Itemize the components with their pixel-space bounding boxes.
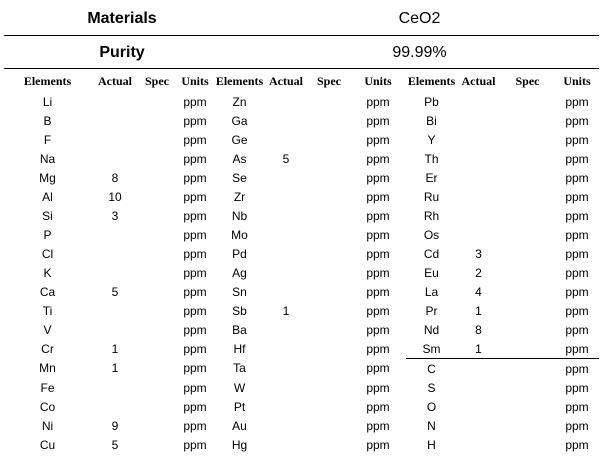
units-cell: ppm (366, 246, 390, 261)
element-cell: Th (424, 151, 439, 166)
units-cell: ppm (183, 380, 207, 395)
analysis-sheet (4, 0, 599, 468)
element-cell: Cl (41, 246, 54, 261)
spec-cell (308, 130, 350, 149)
element-cell: K (43, 265, 52, 280)
actual-cell (264, 244, 308, 263)
spec-cell (139, 359, 175, 379)
units-cell: ppm (565, 265, 589, 280)
spec-cell (500, 282, 555, 301)
actual-cell (91, 92, 139, 111)
actual-cell (264, 263, 308, 282)
units-cell: ppm (183, 437, 207, 452)
element-cell: Si (42, 208, 53, 223)
element-cell: Cd (423, 246, 440, 261)
table-row (4, 320, 599, 339)
element-cell: Y (427, 132, 436, 147)
table-row (4, 397, 599, 416)
units-cell: ppm (183, 132, 207, 147)
element-cell: Hf (233, 341, 246, 356)
actual-cell: 1 (111, 341, 119, 356)
elements-header: Elements (407, 73, 456, 88)
actual-cell (264, 397, 308, 416)
spec-cell (139, 378, 175, 397)
table-header-row (4, 70, 599, 92)
units-cell: ppm (366, 380, 390, 395)
actual-cell: 3 (475, 246, 482, 261)
actual-cell (264, 92, 308, 111)
materials-row (4, 2, 599, 36)
actual-cell (91, 378, 139, 397)
element-cell: Sm (406, 339, 457, 359)
actual-cell (264, 130, 308, 149)
element-cell: Sb (232, 303, 247, 318)
units-cell: ppm (565, 361, 589, 376)
actual-cell: 8 (111, 170, 119, 185)
spec-cell (500, 378, 555, 397)
spec-cell (308, 206, 350, 225)
actual-cell (264, 282, 308, 301)
actual-cell (264, 111, 308, 130)
element-cell: Mo (231, 227, 248, 242)
element-cell: Pt (233, 399, 246, 414)
element-cell: Ga (231, 113, 248, 128)
table-row (4, 282, 599, 301)
units-cell: ppm (565, 113, 589, 128)
element-cell: Os (423, 227, 440, 242)
units-cell: ppm (366, 265, 390, 280)
table-row (4, 263, 599, 282)
element-cell: Ta (233, 361, 246, 376)
element-cell: Mn (39, 361, 56, 376)
element-cell: Ba (232, 322, 247, 337)
table-row (4, 168, 599, 187)
element-cell: Cu (39, 437, 56, 452)
actual-cell (91, 149, 139, 168)
table-row (4, 301, 599, 320)
spec-cell (308, 339, 350, 359)
actual-cell: 3 (111, 208, 119, 223)
element-cell: Pb (424, 94, 439, 109)
actual-cell (264, 359, 308, 379)
table-row (4, 435, 599, 454)
element-cell: Ti (42, 303, 53, 318)
actual-cell: 8 (475, 322, 482, 337)
units-cell: ppm (183, 113, 207, 128)
impurity-table (4, 70, 599, 454)
actual-cell (91, 263, 139, 282)
spec-cell (139, 397, 175, 416)
actual-cell (91, 244, 139, 263)
element-cell: Ca (39, 284, 56, 299)
units-cell: ppm (565, 246, 589, 261)
actual-cell (457, 130, 500, 149)
units-cell: ppm (366, 208, 390, 223)
spec-cell (308, 111, 350, 130)
actual-cell (457, 397, 500, 416)
units-cell: ppm (366, 113, 390, 128)
element-cell: Se (232, 170, 247, 185)
element-cell: P (43, 227, 52, 242)
actual-cell (91, 301, 139, 320)
spec-cell (308, 320, 350, 339)
element-cell: O (426, 399, 437, 414)
actual-cell: 5 (111, 437, 119, 452)
actual-cell (264, 168, 308, 187)
table-row (4, 111, 599, 130)
element-cell: Zr (233, 189, 246, 204)
actual-cell (457, 149, 500, 168)
actual-cell (457, 225, 500, 244)
actual-cell (264, 320, 308, 339)
element-cell: Hg (231, 437, 248, 452)
spec-header: Spec (515, 73, 540, 88)
units-cell: ppm (565, 170, 589, 185)
units-cell: ppm (565, 151, 589, 166)
element-cell: Nb (231, 208, 248, 223)
element-cell: Zn (232, 94, 247, 109)
units-cell: ppm (366, 361, 390, 376)
element-cell: S (427, 380, 436, 395)
element-cell: Pd (232, 246, 247, 261)
element-cell: H (427, 437, 436, 452)
units-cell: ppm (565, 303, 589, 318)
units-cell: ppm (366, 151, 390, 166)
spec-cell (500, 187, 555, 206)
units-cell: ppm (183, 189, 207, 204)
elements-header: Elements (23, 73, 72, 88)
units-cell: ppm (565, 380, 589, 395)
actual-cell (91, 111, 139, 130)
element-cell: B (43, 113, 52, 128)
units-cell: ppm (366, 418, 390, 433)
element-cell: La (424, 284, 439, 299)
spec-cell (308, 187, 350, 206)
spec-cell (500, 111, 555, 130)
spec-cell (308, 397, 350, 416)
actual-cell: 1 (475, 303, 482, 318)
spec-cell (308, 263, 350, 282)
spec-cell (500, 435, 555, 454)
units-cell: ppm (565, 189, 589, 204)
actual-cell: 1 (282, 303, 290, 318)
actual-cell: 2 (475, 265, 482, 280)
element-cell: Eu (424, 265, 439, 280)
spec-cell (308, 149, 350, 168)
units-cell: ppm (565, 418, 589, 433)
units-cell: ppm (565, 284, 589, 299)
element-cell: Au (232, 418, 247, 433)
units-header: Units (181, 73, 209, 88)
units-cell: ppm (183, 94, 207, 109)
units-cell: ppm (183, 246, 207, 261)
actual-cell (264, 435, 308, 454)
actual-cell (264, 225, 308, 244)
spec-cell (308, 244, 350, 263)
units-cell: ppm (555, 339, 599, 359)
units-cell: ppm (366, 399, 390, 414)
actual-cell: 1 (457, 339, 500, 359)
element-cell: Fe (40, 380, 55, 395)
units-cell: ppm (565, 227, 589, 242)
spec-cell (139, 320, 175, 339)
table-row (4, 92, 599, 111)
actual-cell (457, 92, 500, 111)
spec-cell (500, 149, 555, 168)
table-top-divider (4, 68, 599, 69)
spec-cell (139, 187, 175, 206)
actual-cell (264, 187, 308, 206)
units-cell: ppm (183, 227, 207, 242)
spec-cell (139, 416, 175, 435)
actual-cell (91, 320, 139, 339)
element-cell: Mg (39, 170, 56, 185)
spec-cell (139, 149, 175, 168)
spec-cell (500, 225, 555, 244)
units-cell: ppm (565, 437, 589, 452)
units-cell: ppm (183, 361, 207, 376)
element-cell: Ge (231, 132, 248, 147)
units-cell: ppm (183, 208, 207, 223)
elements-header: Elements (215, 73, 264, 88)
spec-cell (308, 168, 350, 187)
spec-cell (500, 359, 555, 379)
units-cell: ppm (366, 284, 390, 299)
spec-cell (500, 244, 555, 263)
element-cell: Ni (41, 418, 54, 433)
element-cell: V (43, 322, 52, 337)
actual-cell (457, 416, 500, 435)
element-cell: Bi (426, 113, 437, 128)
spec-cell (308, 282, 350, 301)
element-cell: Co (39, 399, 56, 414)
units-cell: ppm (565, 94, 589, 109)
element-cell: F (43, 132, 52, 147)
spec-cell (139, 206, 175, 225)
spec-cell (500, 263, 555, 282)
units-cell: ppm (565, 322, 589, 337)
spec-cell (308, 301, 350, 320)
units-cell: ppm (366, 170, 390, 185)
spec-cell (308, 378, 350, 397)
units-cell: ppm (366, 94, 390, 109)
materials-value: CeO2 (398, 10, 441, 27)
units-header: Units (563, 73, 591, 88)
units-cell: ppm (565, 208, 589, 223)
units-cell: ppm (565, 132, 589, 147)
units-cell: ppm (183, 341, 207, 356)
table-row (4, 130, 599, 149)
actual-cell (457, 187, 500, 206)
spec-cell (139, 92, 175, 111)
actual-cell (264, 416, 308, 435)
spec-cell (500, 320, 555, 339)
units-cell: ppm (183, 418, 207, 433)
actual-header: Actual (98, 73, 132, 88)
units-cell: ppm (183, 303, 207, 318)
table-row (4, 339, 599, 359)
spec-cell (139, 263, 175, 282)
spec-cell (139, 168, 175, 187)
units-cell: ppm (183, 170, 207, 185)
units-header: Units (364, 73, 392, 88)
table-row (4, 149, 599, 168)
spec-cell (139, 339, 175, 359)
spec-cell (500, 301, 555, 320)
element-cell: N (427, 418, 436, 433)
actual-cell (457, 378, 500, 397)
actual-cell (264, 206, 308, 225)
spec-cell (139, 301, 175, 320)
units-cell: ppm (366, 227, 390, 242)
actual-cell: 5 (282, 151, 290, 166)
element-cell: W (233, 380, 246, 395)
element-cell: Pr (425, 303, 438, 318)
units-cell: ppm (366, 322, 390, 337)
purity-value: 99.99% (392, 44, 447, 61)
element-cell: Nd (423, 322, 440, 337)
spec-cell (139, 130, 175, 149)
element-cell: Rh (423, 208, 440, 223)
actual-cell: 9 (111, 418, 119, 433)
units-cell: ppm (366, 303, 390, 318)
element-cell: Ru (423, 189, 440, 204)
spec-cell (500, 92, 555, 111)
spec-cell (500, 206, 555, 225)
actual-cell (457, 435, 500, 454)
element-cell: Er (425, 170, 438, 185)
actual-cell (457, 168, 500, 187)
element-cell: Al (42, 189, 53, 204)
actual-cell (457, 206, 500, 225)
table-row (4, 206, 599, 225)
units-cell: ppm (366, 437, 390, 452)
table-row (4, 225, 599, 244)
element-cell: C (427, 361, 436, 376)
units-cell: ppm (183, 284, 207, 299)
table-row (4, 187, 599, 206)
table-row (4, 359, 599, 379)
units-cell: ppm (183, 322, 207, 337)
spec-cell (308, 416, 350, 435)
spec-cell (500, 397, 555, 416)
actual-header: Actual (461, 73, 496, 88)
spec-header: Spec (145, 73, 169, 88)
actual-cell (457, 359, 500, 379)
spec-cell (139, 111, 175, 130)
spec-cell (139, 244, 175, 263)
units-cell: ppm (565, 399, 589, 414)
units-cell: ppm (183, 399, 207, 414)
units-cell: ppm (366, 341, 390, 356)
actual-cell (457, 111, 500, 130)
actual-cell (264, 339, 308, 359)
spec-cell (308, 435, 350, 454)
actual-cell (91, 130, 139, 149)
element-cell: Cr (41, 341, 54, 356)
table-row (4, 378, 599, 397)
purity-label: Purity (99, 44, 145, 61)
purity-row (4, 36, 599, 70)
units-cell: ppm (366, 132, 390, 147)
actual-cell: 4 (475, 284, 482, 299)
units-cell: ppm (366, 189, 390, 204)
units-cell: ppm (183, 151, 207, 166)
spec-cell (308, 359, 350, 379)
spec-cell (139, 282, 175, 301)
element-cell: Sn (232, 284, 247, 299)
actual-cell (264, 378, 308, 397)
actual-cell: 5 (111, 284, 119, 299)
units-cell: ppm (183, 265, 207, 280)
spec-cell (139, 225, 175, 244)
spec-cell (500, 339, 555, 359)
actual-header: Actual (269, 73, 303, 88)
actual-cell (91, 397, 139, 416)
materials-label: Materials (87, 10, 157, 27)
actual-cell: 1 (111, 361, 119, 376)
actual-cell: 10 (108, 189, 122, 204)
element-cell: Li (42, 94, 53, 109)
spec-cell (308, 92, 350, 111)
element-cell: Na (39, 151, 56, 166)
table-row (4, 416, 599, 435)
spec-cell (308, 225, 350, 244)
spec-cell (500, 130, 555, 149)
actual-cell (91, 225, 139, 244)
spec-header: Spec (317, 73, 341, 88)
spec-cell (139, 435, 175, 454)
element-cell: As (232, 151, 247, 166)
spec-cell (500, 168, 555, 187)
spec-cell (500, 416, 555, 435)
table-row (4, 244, 599, 263)
element-cell: Ag (232, 265, 247, 280)
